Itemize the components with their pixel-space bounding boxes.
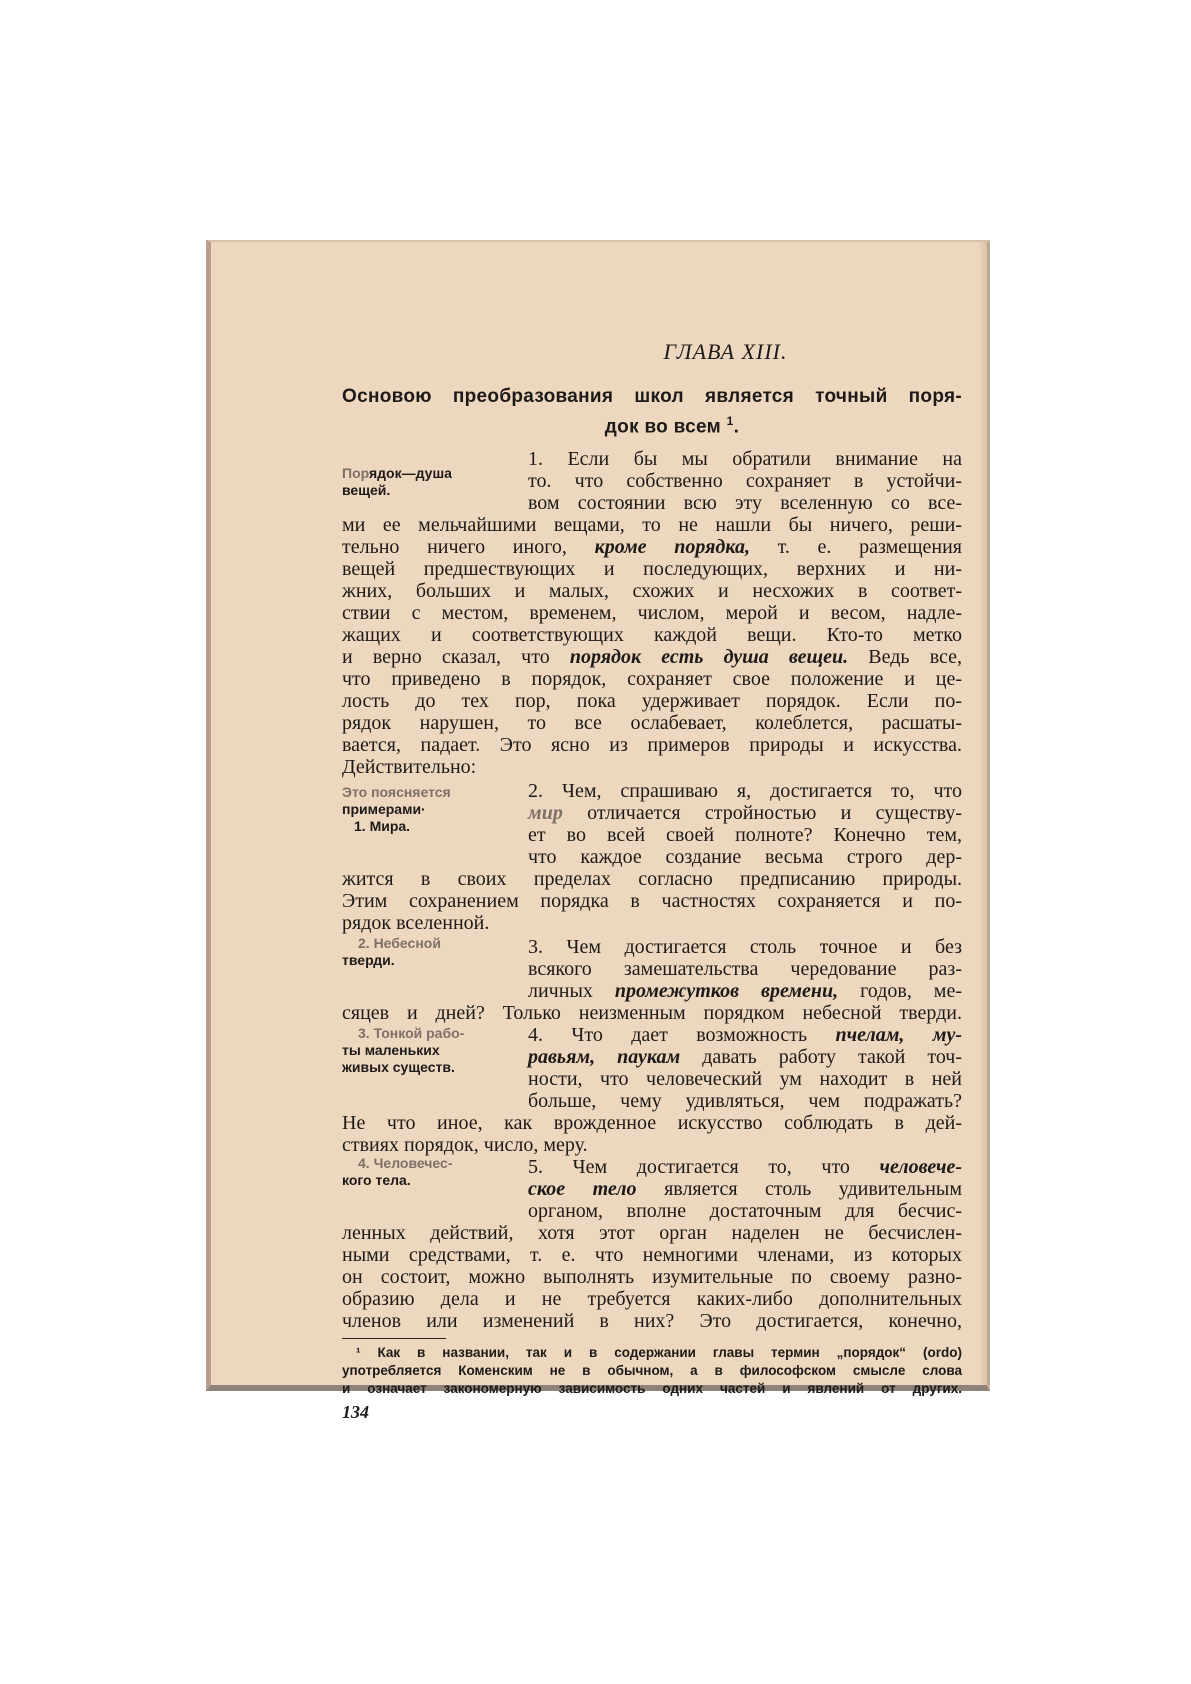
- text-line: 2. Чем, спрашиваю я, достигается то, что: [528, 780, 962, 802]
- margin-note-examples: [342, 784, 451, 835]
- text-line: вается, падает. Это ясно из примеров природы и искусства.: [342, 734, 962, 756]
- margin-note-creatures-b: ты маленьких: [342, 1042, 440, 1058]
- emphasis: мир: [528, 802, 563, 824]
- text-line: что каждое создание весьма строго дер-: [528, 846, 962, 868]
- emphasis: кроме порядка,: [594, 536, 750, 558]
- margin-note-creatures-a: 3. Тонкой рабо-: [358, 1025, 465, 1041]
- margin-note-sky-a: 2. Небесной: [358, 935, 441, 951]
- heading-line-1: Основою преобразования школ является точный поря-: [342, 386, 962, 407]
- text-line: [528, 1156, 962, 1178]
- margin-note-examples-c: 1. Мира.: [354, 818, 411, 834]
- text-line: сяцев и дней? Только неизменным порядком небесной тверди.: [342, 1002, 962, 1024]
- margin-note-order-b: ядок—душа: [368, 465, 452, 481]
- text-line: всякого замешательства чередование раз-: [528, 958, 962, 980]
- text-span: Ведь все,: [868, 646, 963, 668]
- margin-note-body-a: 4. Человечес-: [358, 1155, 453, 1171]
- text-line: членов или изменений в них? Это достигается, конечно,: [342, 1310, 962, 1332]
- page-number: 134: [342, 1402, 369, 1422]
- footnote-line: употребляется Коменским не в обычном, а в философском смысле слова: [342, 1363, 962, 1378]
- footnote-line: ¹ Как в названии, так и в содержании главы термин „порядок“ (ordo): [356, 1345, 962, 1360]
- emphasis: промежутков времени,: [614, 980, 839, 1002]
- text-span: давать работу такой точ-: [702, 1046, 963, 1068]
- text-span: является столь удивительным: [664, 1178, 963, 1200]
- margin-note-creatures-c: живых существ.: [342, 1059, 455, 1075]
- text-line: [528, 1046, 962, 1068]
- text-line: ствиях порядок, число, меру.: [342, 1134, 588, 1156]
- emphasis: порядок есть душа вещеи.: [569, 646, 849, 668]
- text-line: жних, больших и малых, схожих и несхожих в соответ-: [342, 580, 962, 602]
- text-span: т. е. размещения: [777, 536, 962, 558]
- emphasis: пчелам, му-: [835, 1024, 963, 1046]
- text-line: [342, 536, 962, 558]
- text-line: больше, чему удивляться, чем подражать?: [528, 1090, 962, 1112]
- margin-note-body: [342, 1155, 453, 1189]
- text-line: [528, 1178, 962, 1200]
- text-line: ствии с местом, временем, числом, мерой и весом, надле-: [342, 602, 962, 624]
- text-span: отличается стройностью и существу-: [587, 802, 962, 824]
- text-line: [528, 802, 962, 824]
- text-span: годов, ме-: [860, 980, 962, 1002]
- text-line: ет во всей своей полноте? Конечно тем,: [528, 824, 962, 846]
- heading-line-2: [342, 409, 962, 439]
- emphasis: ское тело: [528, 1178, 637, 1200]
- text-line: Этим сохранением порядка в частностях сохраняется и по-: [342, 890, 962, 912]
- margin-note-order-a: Пор: [342, 465, 369, 481]
- text-span: 5. Чем достигается то, что: [528, 1156, 850, 1178]
- text-line: рядок вселенной.: [342, 912, 490, 934]
- text-line: он состоит, можно выполнять изумительные по своему разно-: [342, 1266, 962, 1288]
- text-line: лость до тех пор, пока удерживает порядок. Если по-: [342, 690, 962, 712]
- margin-note-examples-b: примерами·: [342, 801, 426, 817]
- text-line: Действительно:: [342, 756, 477, 778]
- text-line: органом, вполне достаточным для бесчис-: [528, 1200, 962, 1222]
- text-line: вом состоянии всю эту вселенную со все-: [528, 492, 962, 514]
- text-span: тельно ничего иного,: [342, 536, 567, 558]
- text-line: ленных действий, хотя этот орган наделен не бесчислен-: [342, 1222, 962, 1244]
- text-line: ми ее мельчайшими вещами, то не нашли бы ничего, реши-: [342, 514, 962, 536]
- text-line: ными средствами, т. е. что немногими членами, из которых: [342, 1244, 962, 1266]
- text-line: рядок нарушен, то все ослабевает, колеблется, расшаты-: [342, 712, 962, 734]
- chapter-heading: [342, 384, 962, 439]
- text-line: образию дела и не требуется каких-либо дополнительных: [342, 1288, 962, 1310]
- text-line: что приведено в порядок, сохраняет свое положение и це-: [342, 668, 962, 690]
- margin-note-order-c: вещей.: [342, 482, 391, 498]
- text-span: и верно сказал, что: [342, 646, 550, 668]
- text-line: то. что собственно сохраняет в устойчи-: [528, 470, 962, 492]
- text-span: личных: [528, 980, 593, 1002]
- text-line: 1. Если бы мы обратили внимание на: [528, 448, 962, 470]
- text-line: ности, что человеческий ум находит в ней: [528, 1068, 962, 1090]
- chapter-title: ГЛАВА XIII.: [663, 339, 788, 364]
- text-line: жащих и соответствующих каждой вещи. Кто-то метко: [342, 624, 962, 646]
- footnote-ref: 1: [726, 414, 734, 428]
- text-span: 4. Что дает возможность: [528, 1024, 808, 1046]
- margin-note-body-b: кого тела.: [342, 1172, 411, 1188]
- text-line: Не что иное, как врожденное искусство соблюдать в дей-: [342, 1112, 962, 1134]
- margin-note-examples-a: Это поясняется: [342, 784, 451, 800]
- text-line: жится в своих пределах согласно предписанию природы.: [342, 868, 962, 890]
- emphasis: человече-: [879, 1156, 962, 1178]
- margin-note-sky: [342, 935, 441, 969]
- margin-note-sky-b: тверди.: [342, 952, 395, 968]
- margin-note-order: [342, 465, 452, 499]
- text-line: [528, 980, 962, 1002]
- text-line: [342, 646, 962, 668]
- text-line: [528, 1024, 962, 1046]
- text-line: вещей предшествующих и последующих, верхних и ни-: [342, 558, 962, 580]
- footnote-line: и означает закономерную зависимость одних частей и явлений от других.: [342, 1381, 962, 1396]
- margin-note-creatures: [342, 1025, 465, 1076]
- emphasis: равьям, паукам: [528, 1046, 681, 1068]
- heading-line-2-text: док во всем: [604, 416, 722, 438]
- footnote-divider: [342, 1338, 446, 1339]
- text-line: 3. Чем достигается столь точное и без: [528, 936, 962, 958]
- heading-period: .: [733, 416, 740, 438]
